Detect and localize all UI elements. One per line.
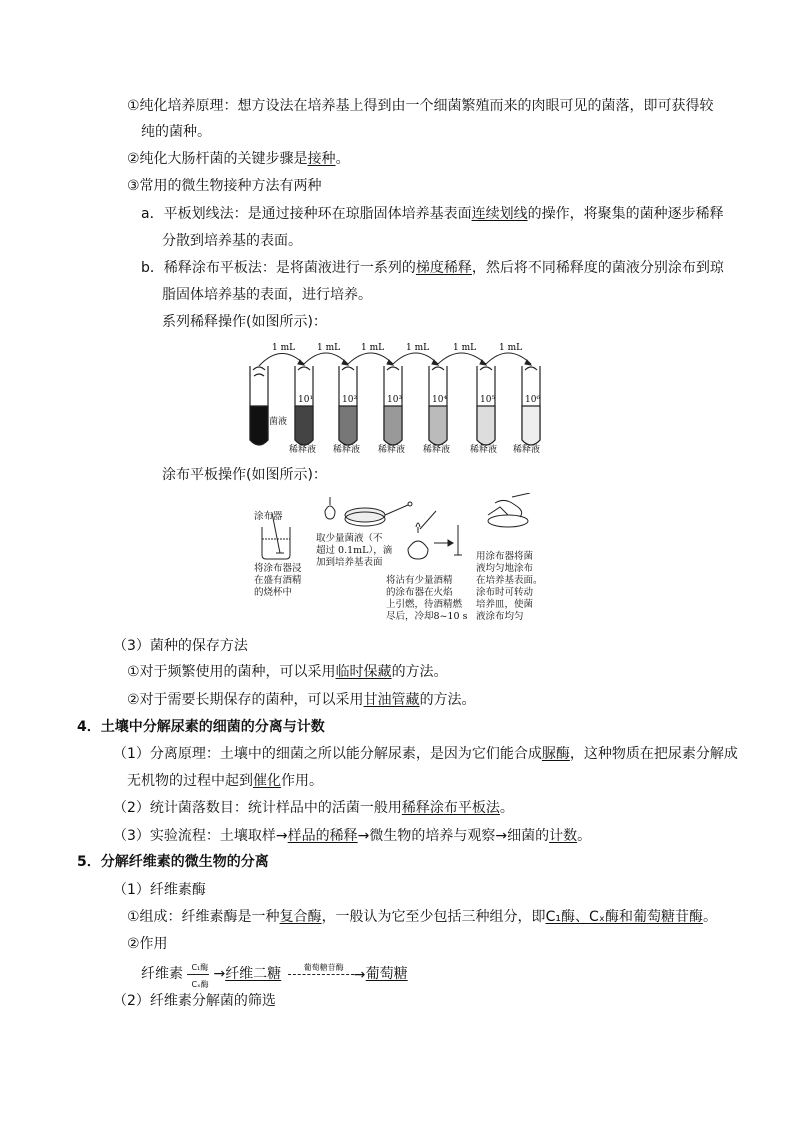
line-text: ②对于需要长期保存的菌种，可以采用 <box>127 692 364 708</box>
text-line <box>162 285 372 305</box>
tube-label: 10¹ <box>298 395 314 405</box>
fig2-label: 将涂布器浸 <box>254 563 302 574</box>
underlined-term: 计数 <box>549 828 578 844</box>
fig2-label: 取少量菌液（不 <box>316 533 383 544</box>
transfer-label: 1 mL <box>361 343 385 353</box>
section-heading <box>77 717 325 737</box>
underlined-term: 甘油管藏 <box>363 692 420 708</box>
tube-label: 菌液 <box>269 417 288 427</box>
fig2-label: 液均匀地涂布 <box>476 563 534 574</box>
line-text: （2）纤维素分解菌的筛选 <box>113 993 276 1009</box>
text-line <box>127 934 168 954</box>
underlined-term: 脲酶 <box>541 746 570 762</box>
text-line <box>113 636 248 656</box>
transfer-label: 1 mL <box>317 343 341 353</box>
fig2-label: 涂布器 <box>254 511 283 522</box>
fig2-label: 液涂布均匀 <box>476 611 524 622</box>
equation-term: 纤维素 <box>141 966 183 982</box>
diluent-label: 稀释液 <box>423 445 451 455</box>
line-text: 的操作，将聚集的菌种逐步稀释 <box>527 206 724 222</box>
line-text: 。 <box>577 828 592 844</box>
tube-label: 10⁴ <box>432 395 448 405</box>
fig2-label: 在盛有酒精 <box>254 575 302 586</box>
line-text: ，然后将不同稀释度的菌液分别涂布到琼 <box>471 260 724 276</box>
tube-label: 10³ <box>387 395 403 405</box>
line-text: ①对于频繁使用的菌种，可以采用 <box>127 664 336 680</box>
fig2-label: 加到培养基表面 <box>316 557 383 568</box>
transfer-label: 1 mL <box>499 343 523 353</box>
line-text: （3）实验流程：土壤取样→ <box>113 828 288 844</box>
fig2-label: 将沾有少量酒精 <box>386 575 453 586</box>
line-text: 无机物的过程中起到 <box>127 773 253 789</box>
enzyme-label: 葡萄糖苷酶 <box>303 963 344 972</box>
line-text: （1）分离原理：土壤中的细菌之所以能分解尿素，是因为它们能合成 <box>113 746 542 762</box>
text-line <box>127 176 322 196</box>
tube-label: 10⁶ <box>525 395 541 405</box>
tube-label: 10⁵ <box>480 395 496 405</box>
reaction-equation <box>141 963 408 989</box>
line-text: 作用。 <box>281 773 323 789</box>
line-text: 纯的菌种。 <box>141 124 211 140</box>
line-text: →微生物的培养与观察→细菌的 <box>357 828 550 844</box>
text-line <box>162 465 327 485</box>
text-line <box>127 662 448 682</box>
section-heading <box>77 852 269 872</box>
transfer-labels <box>272 343 522 353</box>
line-text: 涂布平板操作(如图所示)： <box>162 467 327 483</box>
fig2-label: 尽后，冷却8~10 s <box>386 611 468 622</box>
text-line <box>113 991 276 1011</box>
underlined-term: 接种 <box>307 151 336 167</box>
heading-text: 5．分解纤维素的微生物的分离 <box>77 854 269 870</box>
underlined-term: 葡萄糖 <box>365 966 408 982</box>
spread-plate-figure <box>250 493 550 625</box>
line-text: ③常用的微生物接种方法有两种 <box>127 178 322 194</box>
line-text: ①纯化培养原理：想方设法在培养基上得到由一个细菌繁殖而来的肉眼可见的菌落，即可获得较 <box>127 98 714 114</box>
text-line <box>127 690 476 710</box>
line-text: ②作用 <box>127 936 168 952</box>
text-line <box>127 771 323 791</box>
text-line <box>113 798 514 818</box>
diluent-label: 稀释液 <box>513 445 541 455</box>
underlined-term: 纤维二糖 <box>225 966 282 982</box>
text-line <box>162 312 327 332</box>
line-text: 脂固体培养基的表面，进行培养。 <box>162 287 372 303</box>
underlined-term: C₁酶、Cₓ酶和葡萄糖苷酶 <box>545 909 703 925</box>
text-line <box>162 231 302 251</box>
diluent-label: 稀释液 <box>378 445 406 455</box>
fig2-label: 在培养基表面。 <box>476 575 543 586</box>
text-line <box>127 149 350 169</box>
transfer-label: 1 mL <box>453 343 477 353</box>
line-text: 系列稀释操作(如图所示)： <box>162 314 327 330</box>
line-text: 。 <box>702 909 717 925</box>
diluent-label: 稀释液 <box>289 445 317 455</box>
enzyme-label: Cₓ酶 <box>191 980 209 989</box>
line-text: a．平板划线法：是通过接种环在琼脂固体培养基表面 <box>141 206 472 222</box>
underlined-term: 复合酶 <box>279 909 322 925</box>
arrow-head: → <box>353 967 366 983</box>
line-text: 。 <box>335 151 350 167</box>
underlined-term: 催化 <box>253 773 281 789</box>
line-text: 分散到培养基的表面。 <box>162 233 302 249</box>
enzyme-label: C₁酶 <box>191 963 209 972</box>
diluent-label: 稀释液 <box>333 445 361 455</box>
enzyme-arrow <box>286 964 366 984</box>
underlined-term: 稀释涂布平板法 <box>401 800 500 816</box>
transfer-label: 1 mL <box>406 343 430 353</box>
fig2-label: 超过 0.1mL），滴 <box>316 545 393 556</box>
line-text: （2）统计菌落数目：统计样品中的活菌一般用 <box>113 800 402 816</box>
text-line <box>113 744 738 764</box>
fig2-label: 涂布时可转动 <box>476 587 534 598</box>
text-line <box>127 907 717 927</box>
fig2-label: 培养皿，使菌 <box>476 599 534 610</box>
line-text: ，一般认为它至少包括三种组分，即 <box>321 909 546 925</box>
heading-text: 4．土壤中分解尿素的细菌的分离与计数 <box>77 719 325 735</box>
text-line <box>127 96 714 116</box>
fig2-label: 的涂布器在火焰 <box>386 587 453 598</box>
line-text: 的方法。 <box>391 664 448 680</box>
text-line <box>141 122 211 142</box>
line-text: ②纯化大肠杆菌的关键步骤是 <box>127 151 308 167</box>
fig2-label: 的烧杯中 <box>254 587 293 598</box>
transfer-label: 1 mL <box>272 343 296 353</box>
fig2-label: 上引燃，待酒精燃 <box>386 599 463 610</box>
underlined-term: 梯度稀释 <box>415 260 472 276</box>
tube-label: 10² <box>342 395 358 405</box>
underlined-term: 样品的稀释 <box>287 828 358 844</box>
arrow: → <box>213 966 226 982</box>
serial-dilution-figure <box>240 336 560 458</box>
line-text: （1）纤维素酶 <box>113 882 206 898</box>
line-text: ①组成：纤维素酶是一种 <box>127 909 280 925</box>
text-line <box>141 204 724 224</box>
underlined-term: 连续划线 <box>471 206 528 222</box>
line-text: 的方法。 <box>419 692 476 708</box>
line-text: （3）菌种的保存方法 <box>113 638 248 654</box>
text-line <box>141 258 724 278</box>
line-text: 。 <box>499 800 514 816</box>
enzyme-arrow <box>187 963 213 989</box>
line-text: ，这种物质在把尿素分解成 <box>569 746 738 762</box>
underlined-term: 临时保藏 <box>335 664 392 680</box>
diluent-label: 稀释液 <box>470 445 498 455</box>
fig2-label: 用涂布器将菌 <box>476 551 534 562</box>
text-line <box>113 880 206 900</box>
line-text: b．稀释涂布平板法：是将菌液进行一系列的 <box>141 260 416 276</box>
text-line <box>113 826 591 846</box>
